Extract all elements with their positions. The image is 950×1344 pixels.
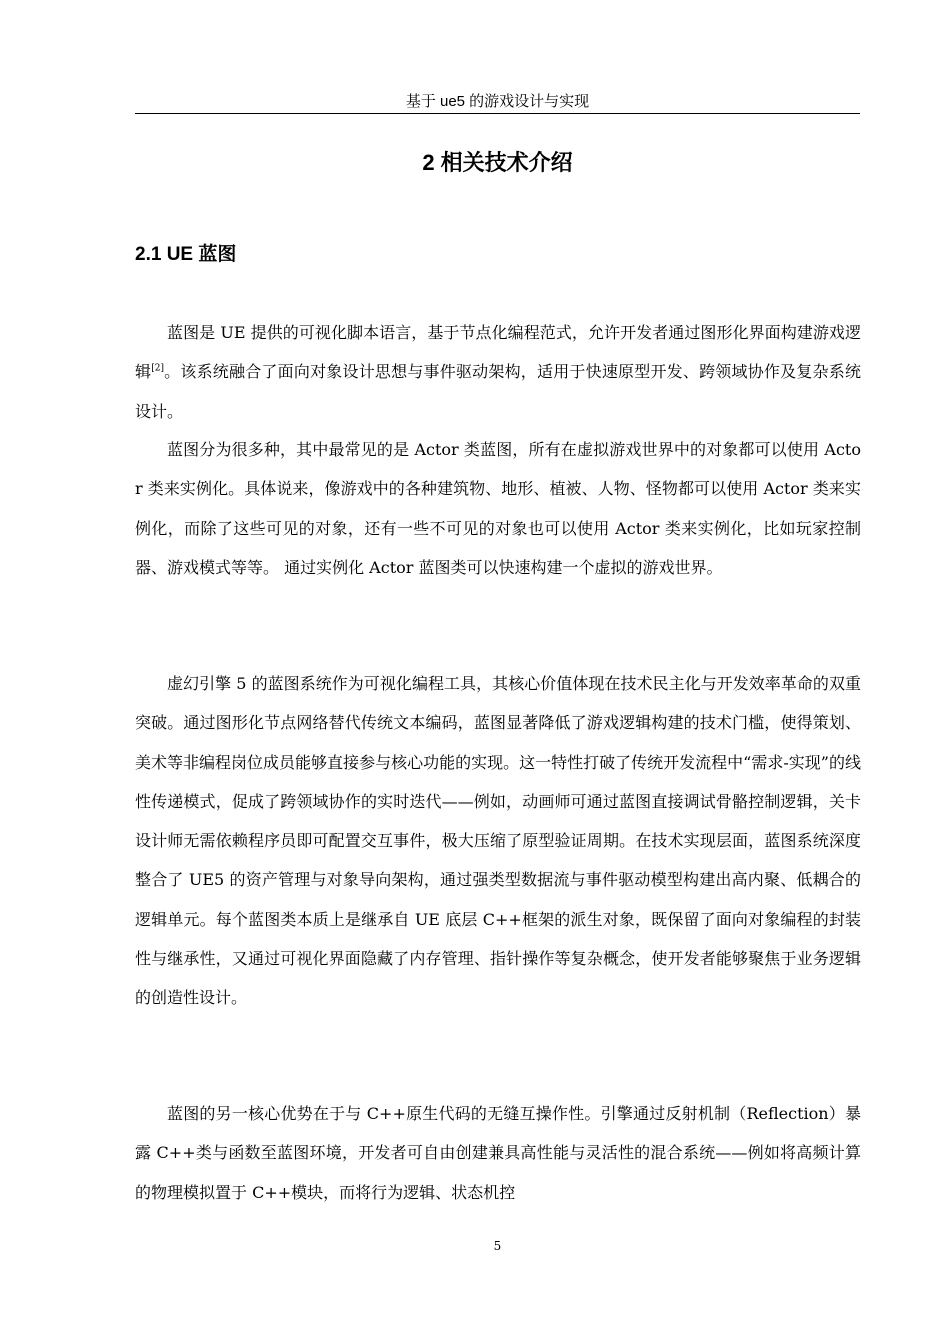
paragraph-3: 虚幻引擎 5 的蓝图系统作为可视化编程工具，其核心价值体现在技术民主化与开发效率革命的双重突破。通过图形化节点网络替代传统文本编码，蓝图显著降低了游戏逻辑构建的技术门槛，使得策划、美术等非编程岗位成员能够直接参与核心功能的实现。这一特性打破了传统开发流程中“需求-实现”的线性传递模式，促成了跨领域协作的实时迭代——例如，动画师可通过蓝图直接调试骨骼控制逻辑，关卡设计师无需依赖程序员即可配置交互事件，极大压缩了原型验证周期。在技术实现层面，蓝图系统深度整合了 UE5 的资产管理与对象导向架构，通过强类型数据流与事件驱动模型构建出高内聚、低耦合的逻辑单元。每个蓝图类本质上是继承自 UE 底层 C++框架的派生对象，既保留了面向对象编程的封装性与继承性，又通过可视化界面隐藏了内存管理、指针操作等复杂概念，使开发者能够聚焦于业务逻辑的创造性设计。 xyxy=(135,674,861,1008)
chapter-title: 2 相关技术介绍 xyxy=(422,150,573,175)
page-number: 5 xyxy=(493,1239,502,1253)
paragraph-1-text-a: 蓝图是 UE 提供的可视化脚本语言，基于节点化编程范式，允许开发者通过图形化界面构建游戏逻辑 xyxy=(135,323,861,382)
paragraph-2: 蓝图分为很多种，其中最常见的是 Actor 类蓝图，所有在虚拟游戏世界中的对象都可以使用 Actor 类来实例化。具体说来，像游戏中的各种建筑物、地形、植被、人物、怪物都可以使用 Actor 类来实例化，而除了这些可见的对象，还有一些不可见的对象也可以使用 Actor 类来实例化，比如玩家控制器、游戏模式等等。 通过实例化 Actor 蓝图类可以快速构建一个虚拟的游戏世界。 xyxy=(135,440,861,577)
header-rule xyxy=(135,113,860,114)
running-header-title: 基于 ue5 的游戏设计与实现 xyxy=(405,93,590,110)
citation-ref: [2] xyxy=(151,363,164,374)
section-title: 2.1 UE 蓝图 xyxy=(135,244,237,265)
paragraph-1 xyxy=(135,313,861,431)
paragraph-1-text-b: 。该系统融合了面向对象设计思想与事件驱动架构，适用于快速原型开发、跨领域协作及复杂系统设计。 xyxy=(135,362,861,421)
paragraph-4: 蓝图的另一核心优势在于与 C++原生代码的无缝互操作性。引擎通过反射机制（Reflection）暴露 C++类与函数至蓝图环境，开发者可自由创建兼具高性能与灵活性的混合系统——例如将高频计算的物理模拟置于 C++模块，而将行为逻辑、状态机控 xyxy=(135,1104,861,1202)
